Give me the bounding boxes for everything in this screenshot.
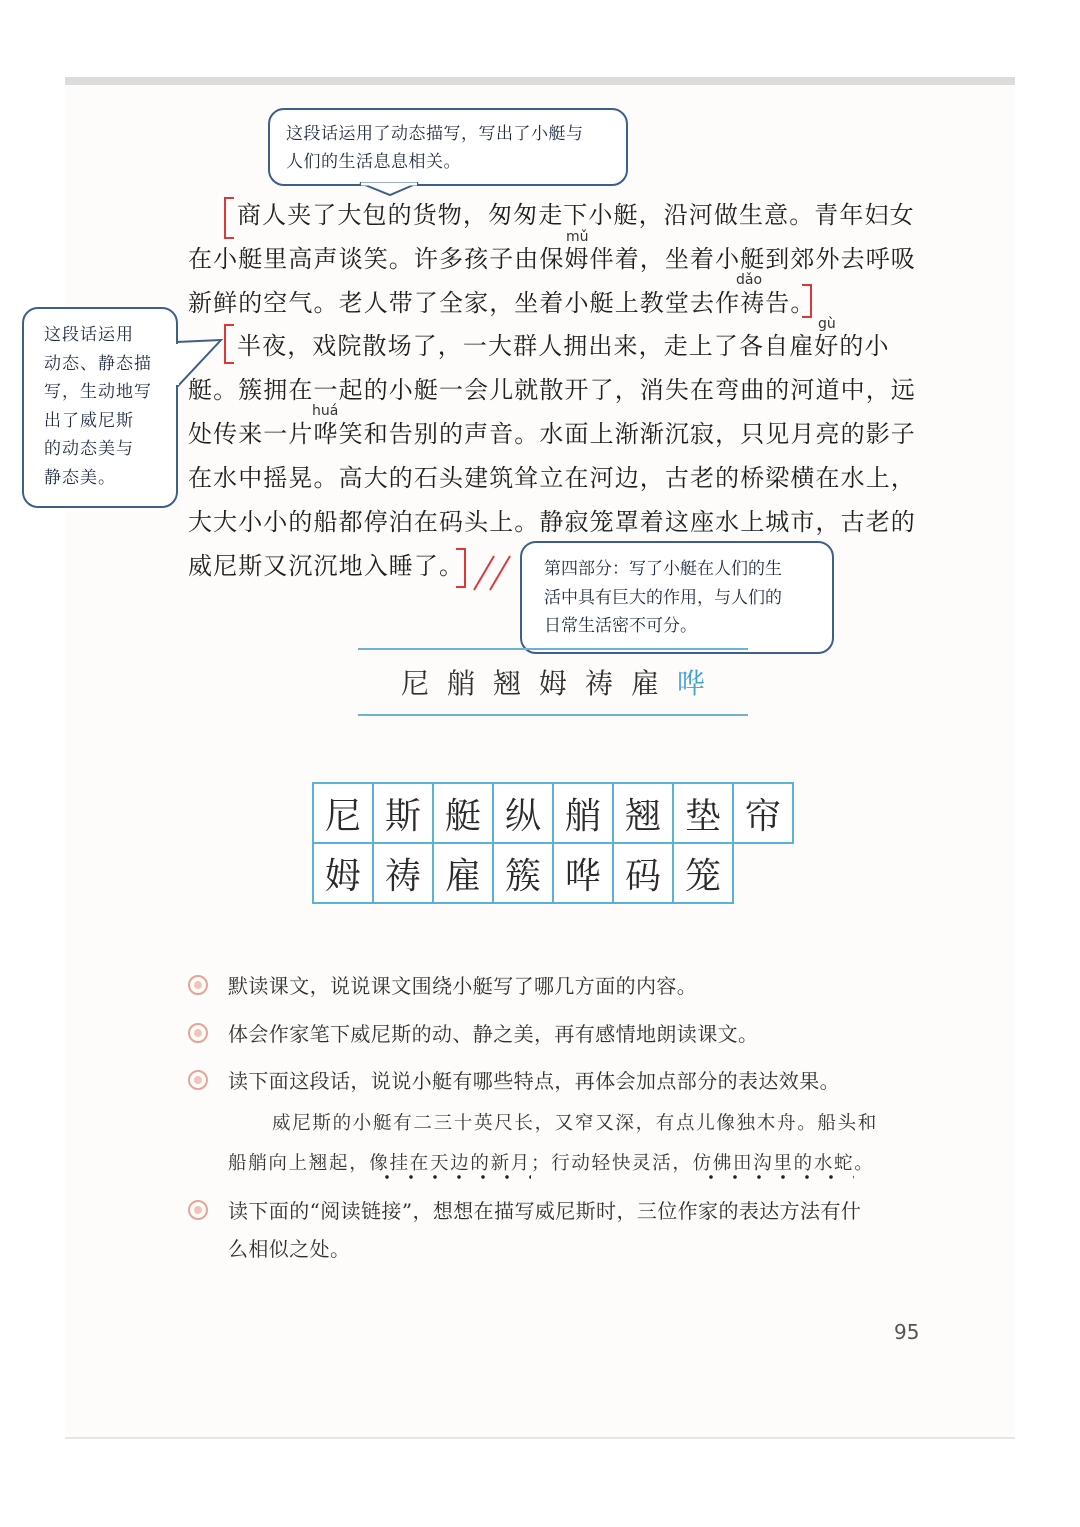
flower-bullet-icon bbox=[188, 1070, 208, 1090]
grid-cell: 艇 bbox=[434, 784, 494, 844]
pinyin-gu: gù bbox=[818, 316, 836, 332]
annotation-callout-left bbox=[22, 307, 178, 508]
emphasized-phrase: 仿佛田沟里的水蛇 bbox=[693, 1153, 855, 1180]
grid-cell: 翘 bbox=[614, 784, 674, 844]
grid-cell: 雇 bbox=[434, 844, 494, 904]
question-text: 默读课文，说说课文围绕小艇写了哪几方面的内容。 bbox=[228, 974, 698, 998]
bottom-page-border bbox=[65, 1437, 1015, 1439]
grid-cell: 帘 bbox=[734, 784, 794, 844]
close-bracket-red bbox=[454, 547, 468, 589]
section-divider-mark bbox=[472, 552, 516, 592]
text-line: 大大小小的船都停泊在码头上。静寂笼罩着这座水上城市，古老的 bbox=[188, 508, 916, 536]
callout-line: 动态、静态描 bbox=[44, 353, 152, 374]
open-bracket-red bbox=[222, 196, 236, 240]
pinyin-dao: dǎo bbox=[736, 272, 763, 288]
flower-bullet-icon bbox=[188, 1200, 208, 1220]
close-bracket-red bbox=[800, 283, 814, 319]
callout-line: 静态美。 bbox=[44, 467, 116, 488]
quote-text: 。 bbox=[854, 1153, 875, 1174]
open-bracket-red bbox=[222, 323, 236, 365]
text-line: 商人夹了大包的货物，匆匆走下小艇，沿河做生意。青年妇女 bbox=[237, 201, 915, 229]
exercise-question-1 bbox=[188, 967, 928, 1005]
grid-cell: 垫 bbox=[674, 784, 734, 844]
callout-line: 第四部分：写了小艇在人们的生 bbox=[544, 559, 782, 579]
read-char: 艄 bbox=[446, 667, 475, 700]
callout-line: 人们的生活息息相关。 bbox=[286, 152, 461, 172]
callout-line: 活中具有巨大的作用，与人们的 bbox=[544, 587, 782, 608]
flower-bullet-icon bbox=[188, 1023, 208, 1043]
callout-line: 出了威尼斯 bbox=[44, 410, 134, 431]
callout-line: 日常生活密不可分。 bbox=[544, 616, 697, 636]
text-line: 半夜，戏院散场了，一大群人拥出来，走上了各自雇好的小 bbox=[237, 332, 890, 360]
grid-cell: 祷 bbox=[374, 844, 434, 904]
quote-text: ；行动轻快灵活， bbox=[531, 1153, 693, 1174]
read-char: 翘 bbox=[492, 667, 521, 700]
grid-cell: 纵 bbox=[494, 784, 554, 844]
read-char: 姆 bbox=[538, 667, 567, 700]
question-text: 读下面这段话，说说小艇有哪些特点，再体会加点部分的表达效果。 bbox=[228, 1069, 840, 1093]
quoted-passage-line-1: 威尼斯的小艇有二三十英尺长，又窄又深，有点儿像独木舟。船头和 bbox=[272, 1113, 879, 1134]
grid-cell: 姆 bbox=[314, 844, 374, 904]
grid-cell: 尼 bbox=[314, 784, 374, 844]
grid-cell: 艄 bbox=[554, 784, 614, 844]
exercise-question-3 bbox=[188, 1062, 928, 1100]
read-char: 尼 bbox=[400, 667, 429, 700]
pinyin-mu: mǔ bbox=[566, 229, 589, 245]
callout-line: 的动态美与 bbox=[44, 439, 134, 459]
paragraph-2 bbox=[188, 324, 923, 588]
callout-line: 这段话运用 bbox=[44, 325, 134, 345]
read-char-highlighted: 哗 bbox=[677, 667, 706, 700]
pinyin-hua: huá bbox=[312, 403, 339, 419]
text-line: 新鲜的空气。老人带了全家，坐着小艇上教堂去作祷告。 bbox=[188, 289, 816, 317]
writing-characters-grid bbox=[312, 782, 794, 904]
exercise-question-2 bbox=[188, 1015, 928, 1053]
flower-bullet-icon bbox=[188, 975, 208, 995]
text-line: 在水中摇晃。高大的石头建筑耸立在河边，古老的桥梁横在水上， bbox=[188, 464, 916, 492]
reading-characters-band bbox=[358, 648, 748, 716]
text-line: 艇。簇拥在一起的小艇一会儿就散开了，消失在弯曲的河道中，远 bbox=[188, 376, 916, 404]
read-char: 祷 bbox=[585, 667, 614, 700]
exercise-question-4 bbox=[188, 1192, 928, 1268]
text-line: 在小艇里高声谈笑。许多孩子由保姆伴着，坐着小艇到郊外去呼吸 bbox=[188, 245, 916, 273]
grid-cell: 簇 bbox=[494, 844, 554, 904]
callout-line: 这段话运用了动态描写，写出了小艇与 bbox=[286, 124, 584, 144]
emphasized-phrase: 像挂在天边的新月 bbox=[369, 1153, 531, 1180]
question-text: 读下面的“阅读链接”，想想在描写威尼斯时，三位作家的表达方法有什 bbox=[228, 1199, 862, 1223]
annotation-callout-top bbox=[268, 108, 628, 186]
grid-cell: 码 bbox=[614, 844, 674, 904]
grid-cell: 斯 bbox=[374, 784, 434, 844]
quote-text: 船艄向上翘起， bbox=[228, 1153, 370, 1174]
question-text: 么相似之处。 bbox=[228, 1237, 351, 1261]
grid-cell: 哗 bbox=[554, 844, 614, 904]
top-page-border bbox=[65, 77, 1015, 85]
callout-line: 写，生动地写 bbox=[44, 382, 152, 402]
text-line: 处传来一片哗笑和告别的声音。水面上渐渐沉寂，只见月亮的影子 bbox=[188, 420, 916, 448]
page-number: 95 bbox=[894, 1320, 920, 1344]
quoted-passage-line-2 bbox=[228, 1144, 928, 1184]
grid-cell: 笼 bbox=[674, 844, 734, 904]
question-text: 体会作家笔下威尼斯的动、静之美，再有感情地朗读课文。 bbox=[228, 1022, 759, 1046]
grid-cell-empty bbox=[734, 844, 794, 904]
read-char: 雇 bbox=[631, 667, 660, 700]
text-line: 威尼斯又沉沉地入睡了。 bbox=[188, 552, 465, 580]
